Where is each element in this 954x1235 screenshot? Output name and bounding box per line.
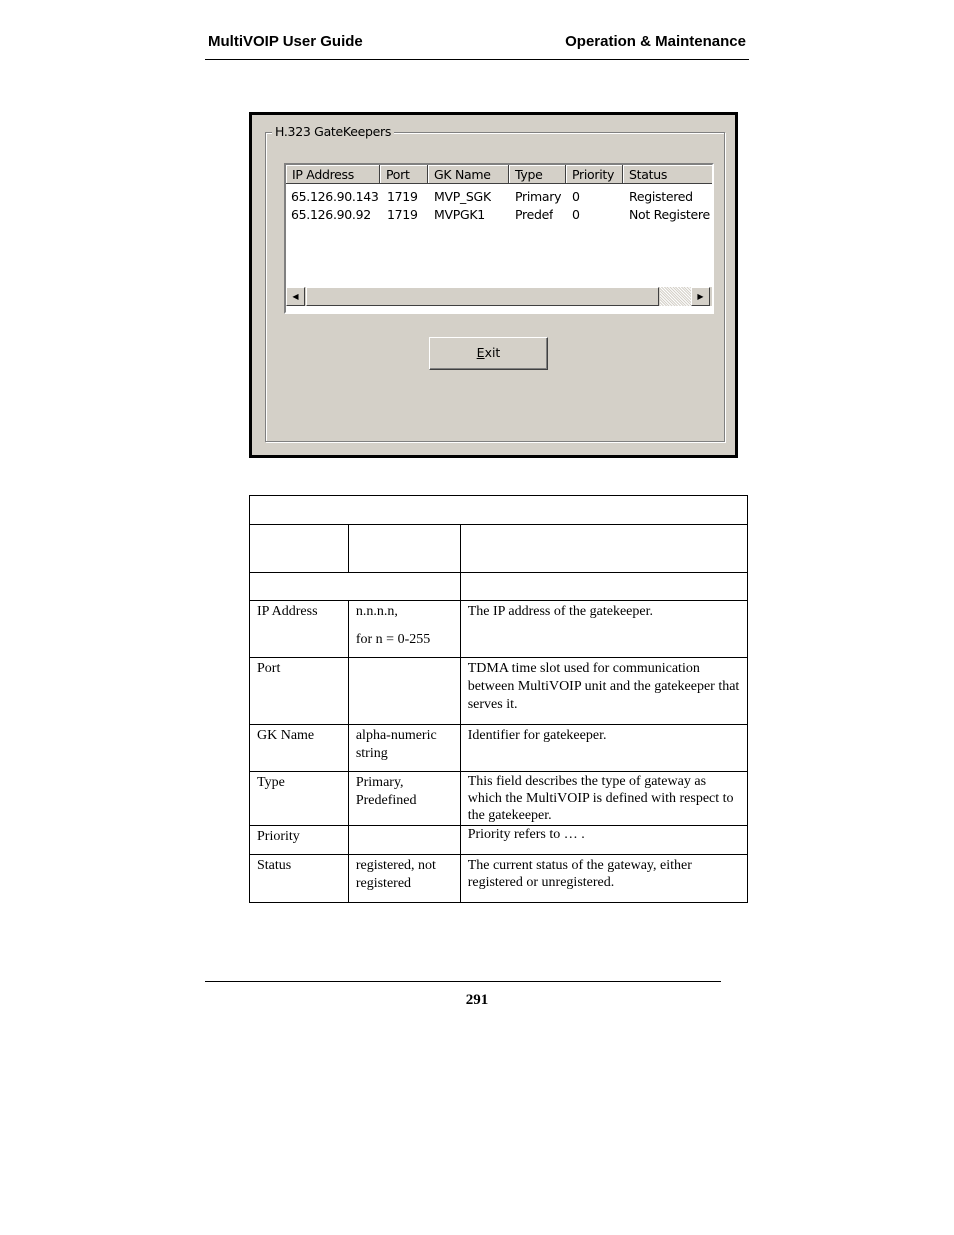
- gatekeepers-field-table: [249, 495, 748, 903]
- cell-gk-name: MVPGK1: [434, 207, 485, 222]
- scroll-left-button[interactable]: [286, 287, 305, 306]
- cell-port: 1719: [387, 207, 418, 222]
- field-values: alpha-numeric string: [348, 725, 460, 772]
- table-row: [250, 658, 748, 725]
- cell-type: Predef: [515, 207, 554, 222]
- field-name: GK Name: [250, 725, 349, 772]
- field-name: Port: [250, 658, 349, 725]
- table-title-row: [250, 496, 748, 525]
- field-values: [348, 826, 460, 855]
- table-row: [250, 826, 748, 855]
- cell-port: 1719: [387, 189, 418, 204]
- header-section-title: Operation & Maintenance: [565, 33, 746, 50]
- groupbox-title: H.323 GateKeepers: [272, 124, 394, 139]
- column-header-port[interactable]: Port: [380, 165, 428, 184]
- table-row: [250, 855, 748, 903]
- cell-ip-address: 65.126.90.92: [291, 207, 371, 222]
- field-description: TDMA time slot used for communication between MultiVOIP unit and the gatekeeper that serves it.: [460, 658, 747, 725]
- arrow-left-icon: ◀: [292, 292, 299, 301]
- scrollbar-track[interactable]: [660, 287, 691, 306]
- field-values-line: for n = 0-255: [355, 632, 431, 647]
- header-guide-title: MultiVOIP User Guide: [208, 33, 363, 50]
- field-description: Priority refers to … .: [460, 826, 747, 855]
- cell-priority: 0: [572, 207, 580, 222]
- column-header-priority[interactable]: Priority: [566, 165, 623, 184]
- field-values: registered, not registered: [348, 855, 460, 903]
- cell-type: Primary: [515, 189, 562, 204]
- column-header-gk-name[interactable]: GK Name: [428, 165, 509, 184]
- exit-button[interactable]: [429, 337, 548, 370]
- column-header-type[interactable]: Type: [509, 165, 566, 184]
- cell-gk-name: MVP_SGK: [434, 189, 491, 204]
- gatekeepers-list[interactable]: [284, 163, 714, 314]
- cell-ip-address: 65.126.90.143: [291, 189, 379, 204]
- field-values-line: n.n.n.n,: [355, 604, 398, 619]
- table-row: [250, 725, 748, 772]
- field-description: This field describes the type of gateway as which the MultiVOIP is defined with respect to the gatekeeper.: [460, 772, 747, 826]
- table-row: [250, 772, 748, 826]
- field-name: Priority: [250, 826, 349, 855]
- gatekeepers-dialog-screenshot: [249, 112, 738, 458]
- field-values: [348, 658, 460, 725]
- field-name: IP Address: [250, 601, 349, 658]
- table-header-row: [250, 525, 748, 573]
- exit-label: xit: [484, 345, 501, 360]
- field-description: The current status of the gateway, either registered or unregistered.: [460, 855, 747, 903]
- field-name: Type: [250, 772, 349, 826]
- field-description: Identifier for gatekeeper.: [460, 725, 747, 772]
- exit-accelerator: E: [476, 345, 485, 360]
- scroll-right-button[interactable]: [691, 287, 710, 306]
- footer-rule: [205, 981, 721, 982]
- field-name: Status: [250, 855, 349, 903]
- cell-priority: 0: [572, 189, 580, 204]
- field-description: The IP address of the gatekeeper.: [460, 601, 747, 658]
- header-rule: [205, 59, 749, 60]
- table-row: [250, 601, 748, 658]
- page-number: 291: [465, 992, 489, 1008]
- arrow-right-icon: ▶: [697, 292, 704, 301]
- scrollbar-thumb[interactable]: [306, 287, 659, 306]
- horizontal-scrollbar[interactable]: [286, 287, 712, 306]
- field-values: [348, 601, 460, 658]
- column-header-status[interactable]: Status: [623, 165, 714, 184]
- table-subheader-row: [250, 573, 748, 601]
- field-values: Primary, Predefined: [348, 772, 460, 826]
- column-header-ip-address[interactable]: IP Address: [286, 165, 380, 184]
- cell-status: Registered: [629, 189, 693, 204]
- cell-status: Not Registere: [629, 207, 710, 222]
